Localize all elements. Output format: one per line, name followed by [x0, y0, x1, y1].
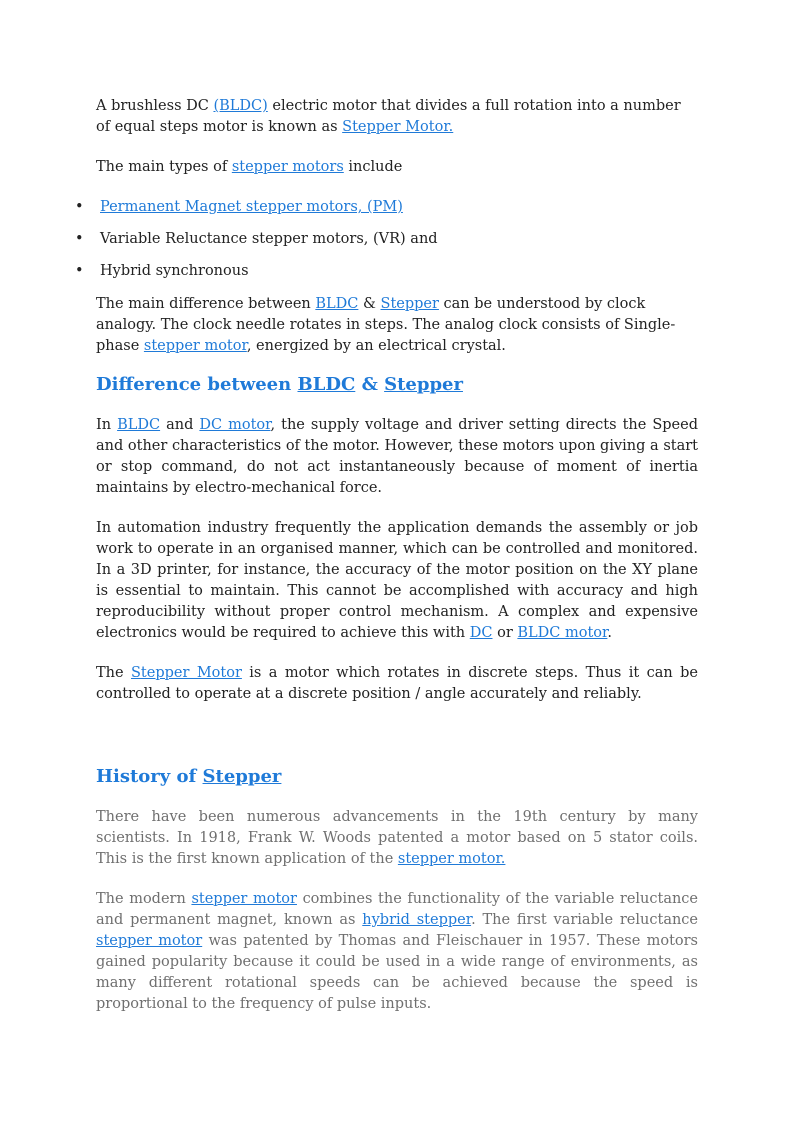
stepper-motor-link[interactable]: Stepper Motor. — [342, 119, 454, 135]
intro-paragraph: A brushless DC (BLDC) electric motor that divides a full rotation into a number of equal steps motor is known as Stepper Motor. — [96, 98, 681, 135]
dc-link[interactable]: DC — [469, 625, 493, 641]
list-item: • Hybrid synchronous — [96, 261, 698, 282]
stepper-motor-link[interactable]: Stepper Motor — [131, 665, 242, 681]
types-paragraph: The main types of stepper motors include — [96, 159, 403, 175]
bldc-motor-link[interactable]: BLDC motor — [517, 625, 608, 641]
motor-types-list — [75, 197, 698, 282]
bldc-link[interactable]: BLDC — [117, 417, 161, 433]
stepper-motor-link[interactable]: stepper motor — [191, 891, 297, 907]
stepper-heading-link[interactable]: Stepper — [202, 766, 282, 787]
stepper-motor-link[interactable]: stepper motor — [96, 933, 203, 949]
list-item — [75, 197, 698, 218]
section-heading-difference: Difference between BLDC & Stepper — [96, 374, 463, 395]
document-page — [75, 96, 699, 1015]
stepper-motors-link[interactable]: stepper motors — [231, 159, 344, 175]
history-paragraph-1: There have been numerous advancements in the 19th century by many scientists. In 1918, Frank W. Woods patented a motor based on 5 stator coils. This is the first known application of the stepper motor. — [96, 809, 698, 867]
hybrid-stepper-link[interactable]: hybrid stepper — [362, 912, 472, 928]
bldc-heading-link[interactable]: BLDC — [297, 374, 356, 395]
bldc-link[interactable]: BLDC — [315, 296, 359, 312]
stepper-motor-link[interactable]: stepper motor. — [397, 851, 506, 867]
difference-paragraph-2: In automation industry frequently the application demands the assembly or job work to operate in an organised manner, which can be controlled and monitored. In a 3D printer, for instance, the accuracy of the motor position on the XY plane is essential to maintain. This cannot be accomplished with accuracy and high reproducibility without proper control mechanism. A complex and expensive electronics would be required to achieve this with DC or BLDC motor. — [96, 520, 698, 641]
bullet-icon: • — [75, 263, 84, 279]
list-item: • Variable Reluctance stepper motors, (VR) and — [96, 229, 698, 250]
clock-paragraph: The main difference between BLDC & Stepper can be understood by clock analogy. The clock needle rotates in steps. The analog clock consists of Single-phase stepper motor, energized by an electrical crystal. — [96, 296, 676, 354]
difference-paragraph-3: The Stepper Motor is a motor which rotates in discrete steps. Thus it can be controlled to operate at a discrete position / angle accurately and reliably. — [96, 665, 698, 702]
stepper-heading-link[interactable]: Stepper — [384, 374, 463, 395]
difference-paragraph-1: In BLDC and DC motor, the supply voltage and driver setting directs the Speed and other characteristics of the motor. However, these motors upon giving a start or stop command, do not act instantaneously because of moment of inertia maintains by electro-mechanical force. — [96, 417, 698, 496]
dc-motor-link[interactable]: DC motor — [199, 417, 271, 433]
permanent-magnet-link[interactable]: Permanent Magnet stepper motors, (PM) — [100, 199, 403, 215]
section-heading-history: History of Stepper — [96, 766, 282, 787]
history-paragraph-2: The modern stepper motor combines the functionality of the variable reluctance and permanent magnet, known as hybrid stepper. The first variable reluctance stepper motor was patented by Thomas and Fleischauer in 1957. These motors gained popularity because it could be used in a wide range of environments, as many different rotational speeds can be achieved because the speed is proportional to the frequency of pulse inputs. — [96, 891, 699, 1012]
stepper-motor-link[interactable]: stepper motor — [143, 338, 247, 354]
bullet-icon: • — [75, 231, 84, 247]
stepper-link[interactable]: Stepper — [380, 296, 439, 312]
bldc-link[interactable]: (BLDC) — [213, 98, 268, 114]
bullet-icon: • — [75, 199, 84, 215]
